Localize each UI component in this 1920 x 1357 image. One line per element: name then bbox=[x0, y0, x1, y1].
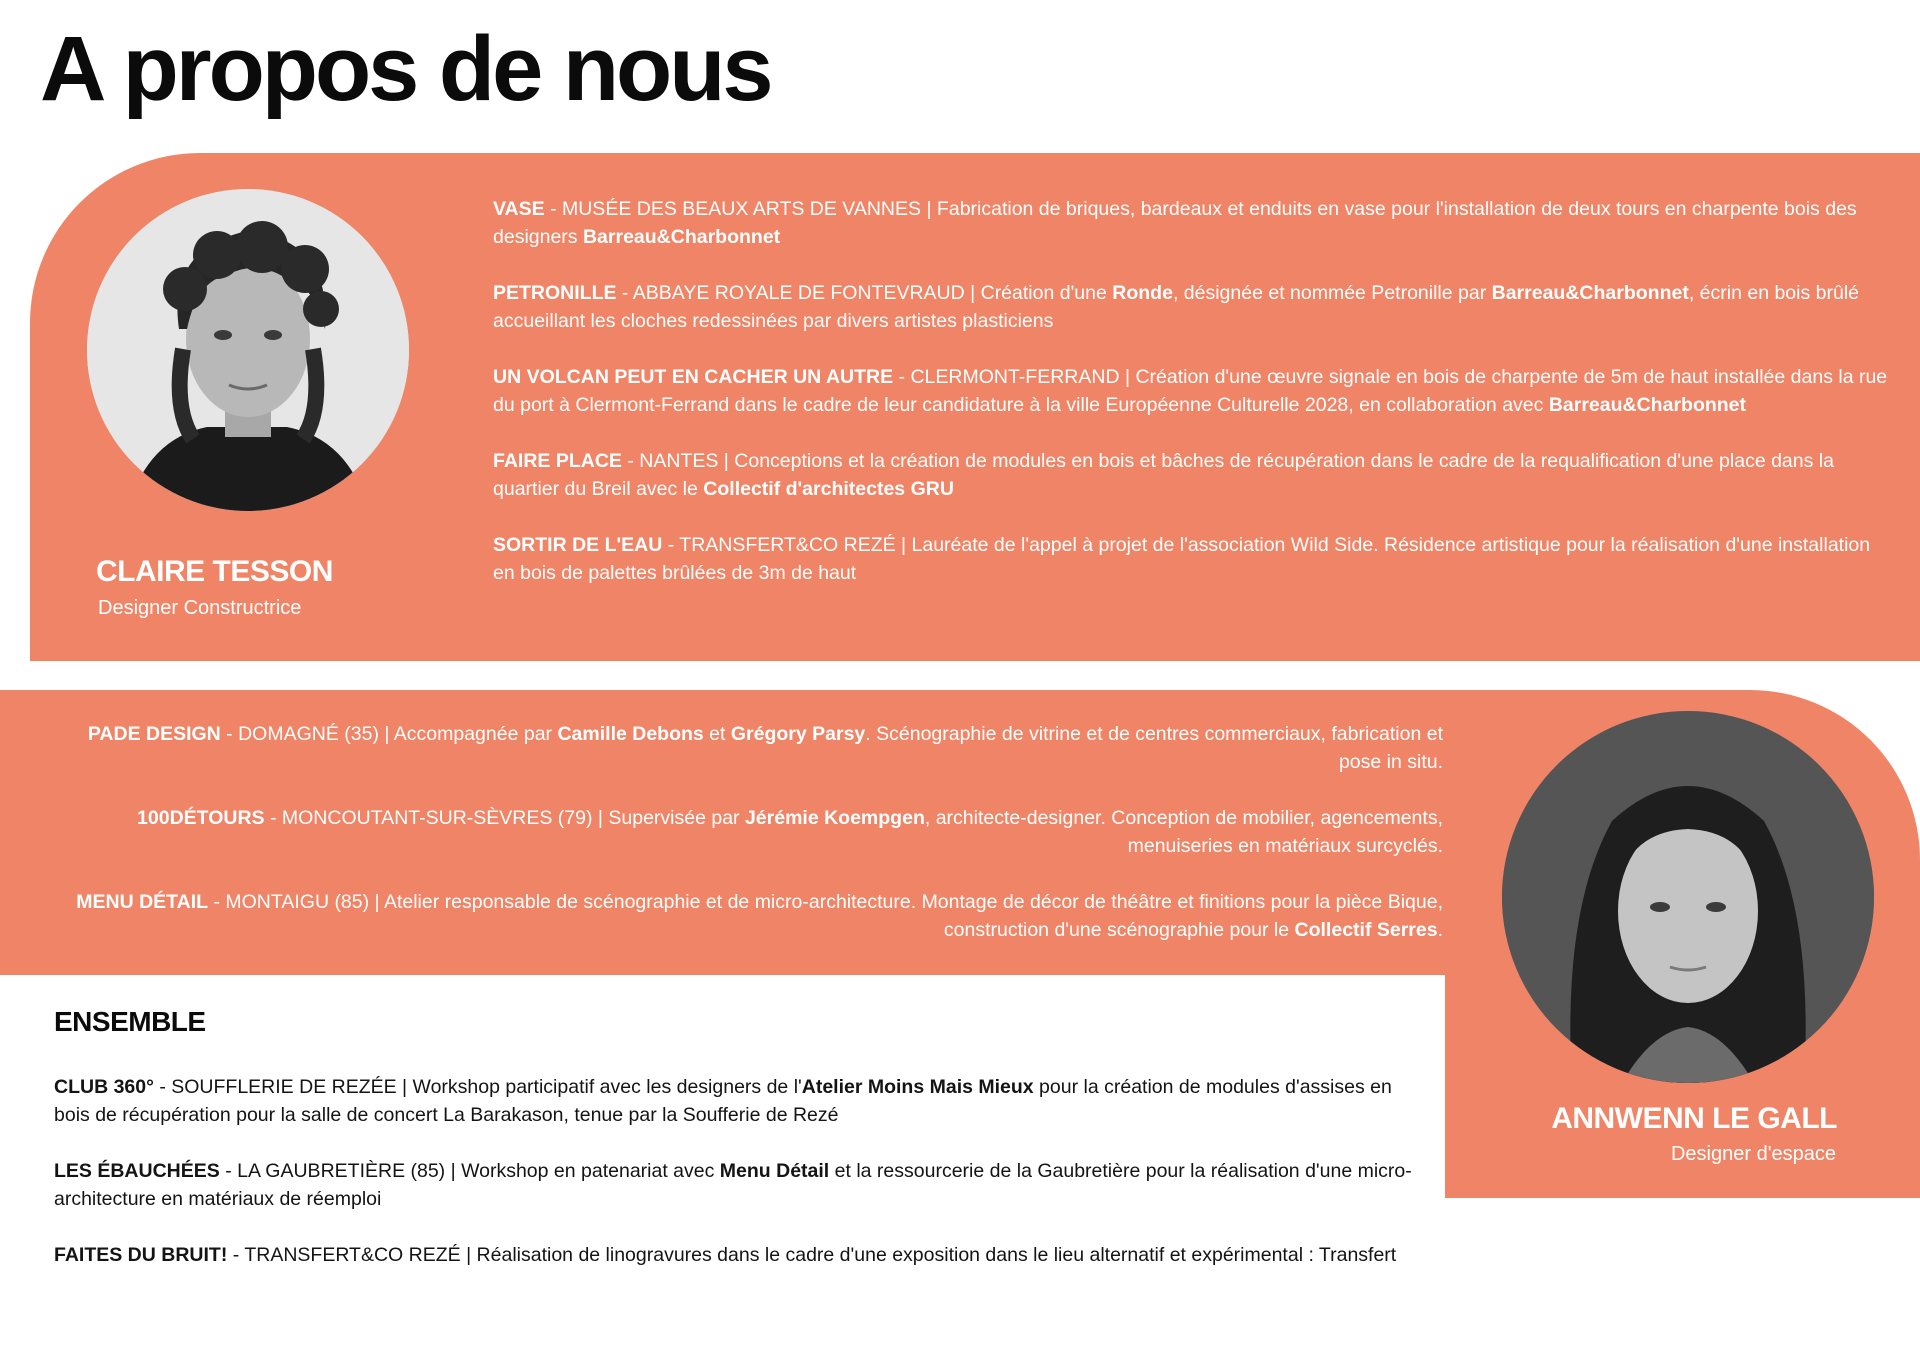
project-highlight: Camille Debons bbox=[557, 723, 704, 745]
project-highlight: Atelier Moins Mais Mieux bbox=[801, 1076, 1034, 1098]
project-highlight: Barreau&Charbonnet bbox=[1548, 394, 1747, 416]
claire-portrait-photo bbox=[87, 189, 409, 511]
project-highlight: Collectif d'architectes GRU bbox=[703, 478, 954, 500]
claire-name: CLAIRE TESSON bbox=[96, 555, 333, 588]
project-description: et la ressourcerie de la Gaubretière pour la réalisation d'une micro-architecture en matériaux de réemploi bbox=[54, 1160, 1412, 1210]
project-title: VASE bbox=[493, 198, 545, 220]
project-highlight: Collectif Serres bbox=[1294, 919, 1438, 941]
project-description: . bbox=[1437, 919, 1443, 941]
project-description: - SOUFFLERIE DE REZÉE | Workshop participatif avec les designers de l' bbox=[153, 1076, 802, 1098]
project-highlight: Ronde bbox=[1112, 282, 1173, 304]
annwenn-project-item bbox=[50, 720, 1443, 776]
project-title: MENU DÉTAIL bbox=[76, 891, 209, 913]
project-highlight: Menu Détail bbox=[719, 1160, 830, 1182]
project-title: SORTIR DE L'EAU bbox=[493, 534, 663, 556]
project-title: UN VOLCAN PEUT EN CACHER UN AUTRE bbox=[493, 366, 894, 388]
project-title: 100DÉTOURS bbox=[137, 807, 265, 829]
project-description: - ABBAYE ROYALE DE FONTEVRAUD | Création d'une bbox=[616, 282, 1113, 304]
ensemble-title: ENSEMBLE bbox=[54, 1006, 206, 1037]
ensemble-project-item bbox=[54, 1157, 1424, 1213]
claire-project-item bbox=[493, 363, 1888, 419]
project-highlight: Barreau&Charbonnet bbox=[582, 226, 781, 248]
project-title: FAITES DU BRUIT! bbox=[54, 1244, 228, 1266]
project-description: - TRANSFERT&CO REZÉ | Réalisation de linogravures dans le cadre d'une exposition dans le lieu alternatif et expérimental : Transfert bbox=[227, 1244, 1397, 1266]
ensemble-project-item bbox=[54, 1241, 1424, 1269]
project-description: . Scénographie de vitrine et de centres commerciaux, fabrication et pose in situ. bbox=[865, 723, 1443, 773]
claire-project-item bbox=[493, 195, 1888, 251]
project-description: , architecte-designer. Conception de mobilier, agencements, menuiseries en matériaux surcyclés. bbox=[924, 807, 1443, 857]
claire-project-item bbox=[493, 447, 1888, 503]
annwenn-role: Designer d'espace bbox=[1670, 1143, 1836, 1165]
page-title: A propos de nous bbox=[40, 18, 771, 120]
annwenn-project-list bbox=[50, 720, 1443, 972]
project-description: - CLERMONT-FERRAND | Création d'une œuvre signale en bois de charpente de 5m de haut installée dans la rue du port à Clermont-Ferrand dans le cadre de leur candidature à la ville Européenne Culturelle 2028, en collaboration avec bbox=[493, 366, 1888, 416]
project-title: LES ÉBAUCHÉES bbox=[54, 1160, 220, 1182]
project-highlight: Grégory Parsy bbox=[730, 723, 866, 745]
project-title: CLUB 360° bbox=[54, 1076, 154, 1098]
project-description: - LA GAUBRETIÈRE (85) | Workshop en patenariat avec bbox=[219, 1160, 720, 1182]
project-description: pour la création de modules d'assises en bois de récupération pour la salle de concert La Barakason, tenue par la Soufferie de Rezé bbox=[54, 1076, 1392, 1126]
ensemble-project-item bbox=[54, 1073, 1424, 1129]
project-description: - NANTES | Conceptions et la création de modules en bois et bâches de récupération dans le cadre de la requalification d'une place dans la quartier du Breil avec le bbox=[493, 450, 1834, 500]
project-title: PETRONILLE bbox=[493, 282, 617, 304]
project-description: - TRANSFERT&CO REZÉ | Lauréate de l'appel à projet de l'association Wild Side. Résidence artistique pour la réalisation d'une installation en bois de palettes brûlées de 3m de haut bbox=[493, 534, 1871, 584]
project-highlight: Jérémie Koempgen bbox=[744, 807, 925, 829]
project-highlight: Barreau&Charbonnet bbox=[1491, 282, 1689, 304]
project-title: FAIRE PLACE bbox=[493, 450, 622, 472]
claire-project-item bbox=[493, 531, 1888, 587]
project-description: - MUSÉE DES BEAUX ARTS DE VANNES | Fabrication de briques, bardeaux et enduits en vase pour l'installation de deux tours en charpente bois des designers bbox=[493, 198, 1857, 248]
claire-project-item bbox=[493, 279, 1888, 335]
annwenn-project-item bbox=[50, 888, 1443, 944]
ensemble-project-list bbox=[54, 1073, 1424, 1297]
project-title: PADE DESIGN bbox=[87, 723, 221, 745]
project-description: - MONCOUTANT-SUR-SÈVRES (79) | Supervisée par bbox=[264, 807, 745, 829]
annwenn-name: ANNWENN LE GALL bbox=[1551, 1102, 1837, 1135]
claire-project-list bbox=[493, 195, 1888, 615]
project-description: et bbox=[703, 723, 731, 745]
project-description: , désignée et nommée Petronille par bbox=[1172, 282, 1492, 304]
project-description: , écrin en bois brûlé accueillant les cloches redessinées par divers artistes plasticiens bbox=[493, 282, 1860, 332]
project-description: - MONTAIGU (85) | Atelier responsable de scénographie et de micro-architecture. Montage de décor de théâtre et finitions pour la pièce Bique, construction d'une scénographie pour le bbox=[208, 891, 1443, 941]
claire-role: Designer Constructrice bbox=[98, 597, 302, 619]
annwenn-project-item bbox=[50, 804, 1443, 860]
annwenn-portrait-photo bbox=[1502, 711, 1874, 1083]
project-description: - DOMAGNÉ (35) | Accompagnée par bbox=[220, 723, 558, 745]
